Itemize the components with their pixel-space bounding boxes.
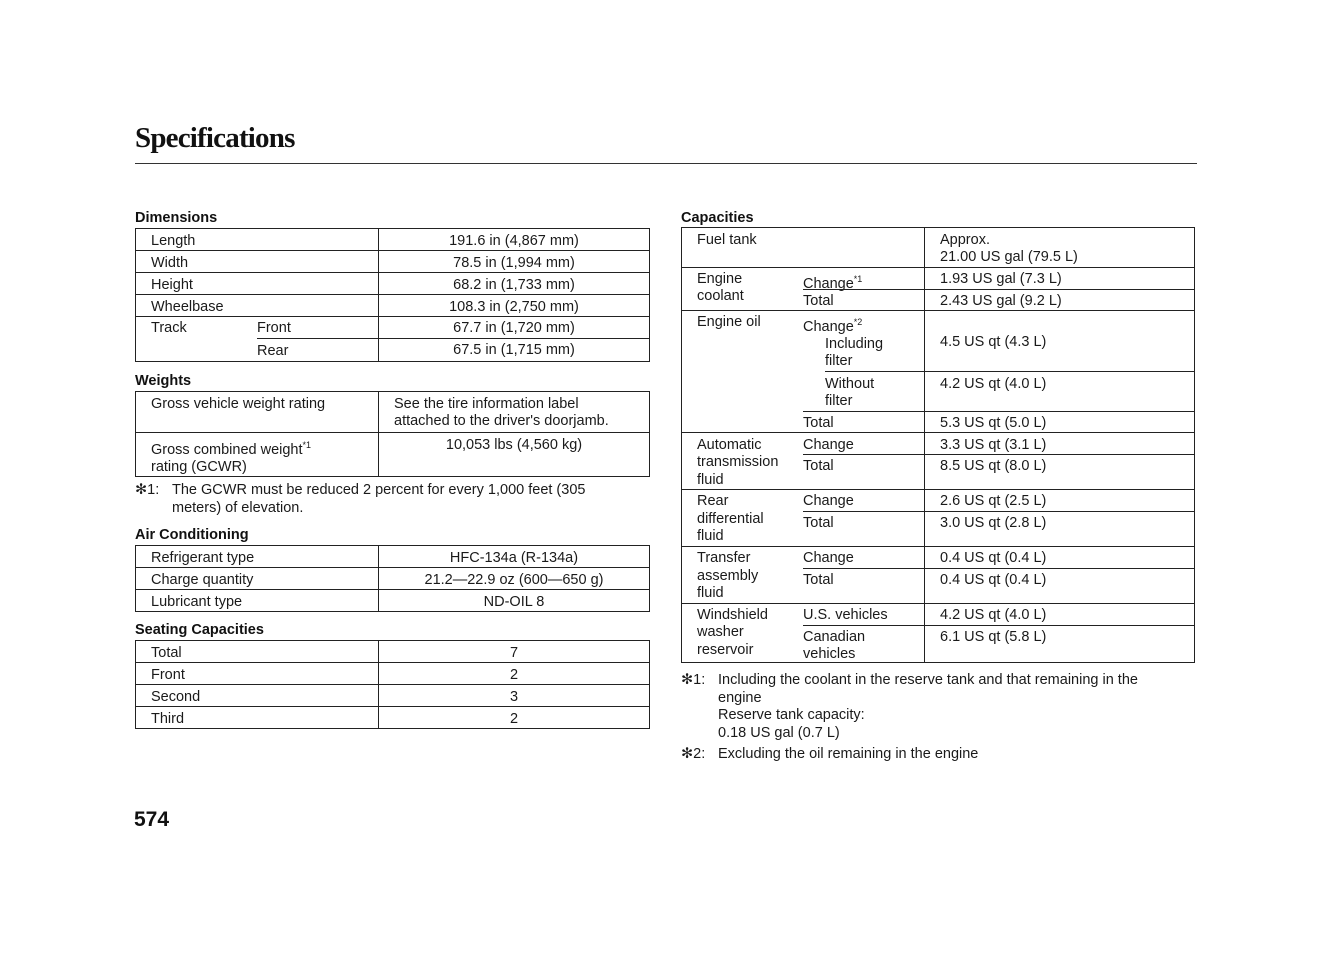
gcwr-label-line: Gross combined weight [151,441,303,458]
transfer-label: assembly [697,568,759,584]
rear-diff-total-value: 3.0 US qt (2.8 L) [940,515,1047,531]
seating-label: Third [136,707,379,729]
dimension-label: Wheelbase [136,295,379,317]
transfer-label: Transfer [697,550,751,566]
table-row [136,251,650,273]
table-row [136,546,650,568]
transfer-total-value: 0.4 US qt (0.4 L) [940,572,1047,588]
transfer-change-label: Change [803,550,854,566]
track-rear-label: Rear [257,343,289,359]
footnote-text: engine [718,689,762,706]
footnote-text: Reserve tank capacity: [718,707,865,723]
washer-ca-label: vehicles [803,646,856,662]
footnote-ref: *1 [302,440,312,450]
rear-diff-label: fluid [697,528,724,544]
footnote-marker: ✻2: [681,746,706,762]
row-rule [682,546,1194,547]
oil-label: Engine oil [697,314,761,330]
track-front-label: Front [257,320,379,339]
table-row [136,685,650,707]
atf-label: transmission [697,454,779,470]
gvwr-label: Gross vehicle weight rating [136,392,379,433]
washer-us-label: U.S. vehicles [803,607,888,623]
row-rule [682,603,1194,604]
atf-label: fluid [697,472,724,488]
ac-label: Refrigerant type [136,546,379,568]
row-rule [803,454,1194,455]
coolant-change-value: 1.93 US gal (7.3 L) [940,271,1062,287]
track-rear-value: 67.5 in (1,715 mm) [453,342,575,358]
footnote-text: meters) of elevation. [172,499,304,516]
page-title: Specifications [135,122,295,154]
table-row [136,229,650,251]
gvwr-value-line: See the tire information label [394,396,579,412]
table-row [136,590,650,612]
oil-without-label: Without [825,376,875,392]
capacities-footnote-1 [681,672,1201,742]
page-number: 574 [134,808,170,831]
capacities-footnote-2 [681,746,1201,764]
atf-total-label: Total [803,458,834,474]
atf-label: Automatic [697,437,762,453]
rear-diff-total-label: Total [803,515,834,531]
atf-total-value: 8.5 US qt (8.0 L) [940,458,1047,474]
row-rule [682,432,1194,433]
footnote-ref: *2 [853,317,863,327]
row-rule [803,625,1194,626]
gvwr-value-line: attached to the driver's doorjamb. [394,413,609,429]
table-row [136,641,650,663]
coolant-label: Engine [697,271,743,287]
ac-value: 21.2—22.9 oz (600—650 g) [379,568,650,590]
ac-value: HFC-134a (R-134a) [379,546,650,568]
oil-including-value: 4.5 US qt (4.3 L) [940,334,1047,350]
track-values [379,317,650,362]
seating-label: Total [136,641,379,663]
seating-table [135,640,650,729]
rear-diff-change-label: Change [803,493,854,509]
seating-label: Front [136,663,379,685]
dimension-value: 68.2 in (1,733 mm) [379,273,650,295]
oil-including-label: Including [825,336,884,352]
coolant-total-label: Total [803,293,834,309]
table-row [136,568,650,590]
coolant-total-value: 2.43 US gal (9.2 L) [940,293,1062,309]
washer-us-value: 4.2 US qt (4.0 L) [940,607,1047,623]
oil-change-label: Change$^{*2}$ [803,317,863,335]
seating-heading: Seating Capacities [135,622,264,638]
footnote-text: 0.18 US gal (0.7 L) [718,724,840,741]
washer-label: Windshield [697,607,768,623]
coolant-change-label: Change$^{*1}$ [803,274,863,292]
seating-value: 2 [379,707,650,729]
washer-label: washer [697,624,744,640]
oil-total-value: 5.3 US qt (5.0 L) [940,415,1047,431]
washer-label: reservoir [697,642,754,658]
table-row [136,707,650,729]
dimension-value: 108.3 in (2,750 mm) [379,295,650,317]
table-row [136,392,650,433]
transfer-total-label: Total [803,572,834,588]
fuel-value: 21.00 US gal (79.5 L) [940,249,1078,265]
column-divider [924,228,925,662]
weights-footnote [135,482,655,517]
footnote-text: Including the coolant in the reserve tank and that remaining in the [718,672,1138,688]
seating-value: 2 [379,663,650,685]
weights-heading: Weights [135,373,192,389]
rear-diff-change-value: 2.6 US qt (2.5 L) [940,493,1047,509]
coolant-label: coolant [697,288,744,304]
track-front-value: 67.7 in (1,720 mm) [379,317,649,339]
table-row [136,295,650,317]
row-rule [803,411,1194,412]
row-rule [682,489,1194,490]
washer-ca-value: 6.1 US qt (5.8 L) [940,629,1047,645]
ac-label: Charge quantity [136,568,379,590]
table-row [136,433,650,477]
footnote-marker: ✻1: [681,672,706,688]
footnote-text: Excluding the oil remaining in the engine [718,746,979,762]
gcwr-label [136,433,379,477]
rear-diff-label: differential [697,511,764,527]
row-rule [803,568,1194,569]
oil-without-value: 4.2 US qt (4.0 L) [940,376,1047,392]
weights-table [135,391,650,477]
table-row [136,663,650,685]
gcwr-value: 10,053 lbs (4,560 kg) [379,433,650,477]
oil-total-label: Total [803,415,834,431]
atf-change-label: Change [803,437,854,453]
footnote-ref: *1 [853,274,863,284]
row-rule [682,310,1194,311]
capacities-table [681,227,1195,663]
dimension-label: Length [136,229,379,251]
washer-ca-label: Canadian [803,629,866,645]
atf-change-value: 3.3 US qt (3.1 L) [940,437,1047,453]
air-conditioning-heading: Air Conditioning [135,527,249,543]
dimension-label: Height [136,273,379,295]
gvwr-value [379,392,650,433]
transfer-label: fluid [697,585,724,601]
table-row [136,273,650,295]
dimension-value: 78.5 in (1,994 mm) [379,251,650,273]
row-rule [825,371,1194,372]
dimensions-heading: Dimensions [135,210,218,226]
footnote-text: The GCWR must be reduced 2 percent for every 1,000 feet (305 [172,482,586,498]
seating-label: Second [136,685,379,707]
fuel-value: Approx. [940,232,990,248]
table-row [136,317,650,362]
seating-value: 3 [379,685,650,707]
dimension-value: 191.6 in (4,867 mm) [379,229,650,251]
oil-including-label: filter [825,353,853,369]
footnote-marker: ✻1: [135,482,160,498]
ac-label: Lubricant type [136,590,379,612]
gcwr-label-line: rating (GCWR) [151,458,247,475]
fuel-label: Fuel tank [697,232,757,248]
track-label: Track [151,320,187,336]
row-rule [682,267,1194,268]
title-rule [135,163,1197,164]
row-rule [803,289,1194,290]
seating-value: 7 [379,641,650,663]
capacities-heading: Capacities [681,210,754,226]
transfer-change-value: 0.4 US qt (0.4 L) [940,550,1047,566]
dimensions-table [135,228,650,362]
dimension-label: Width [136,251,379,273]
air-conditioning-table [135,545,650,612]
ac-value: ND-OIL 8 [379,590,650,612]
oil-without-label: filter [825,393,853,409]
track-cell [136,317,379,362]
row-rule [803,511,1194,512]
rear-diff-label: Rear [697,493,729,509]
